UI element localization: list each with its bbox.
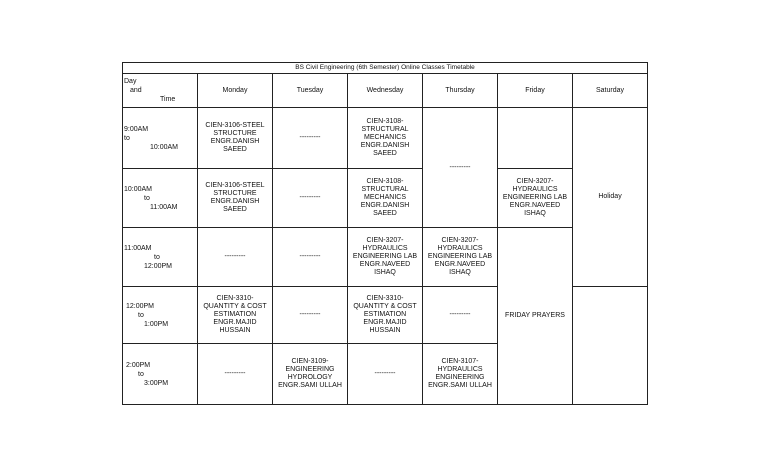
timetable-title: BS Civil Engineering (6th Semester) Online Classes Timetable <box>123 63 648 74</box>
day-header-monday: Monday <box>198 74 273 108</box>
day-header-friday: Friday <box>498 74 573 108</box>
corner-and: and <box>130 87 142 94</box>
corner-day: Day <box>124 78 137 85</box>
time-start: 9:00AM <box>124 125 149 133</box>
time-start: 12:00PM <box>126 302 155 310</box>
empty-cell: --------- <box>273 169 348 228</box>
time-end: 3:00PM <box>144 379 169 387</box>
empty-cell: --------- <box>348 344 423 405</box>
empty-cell: --------- <box>198 344 273 405</box>
friday-prayers-cell: FRIDAY PRAYERS <box>498 228 573 405</box>
class-cell: CIEN-3109- ENGINEERING HYDROLOGY ENGR.SAMI ULLAH <box>273 344 348 405</box>
time-slot-4 <box>123 287 198 344</box>
class-cell: CIEN-3310- QUANTITY & COST ESTIMATION ENGR.MAJID HUSSAIN <box>198 287 273 344</box>
time-to: to <box>138 370 144 378</box>
class-cell: CIEN-3207- HYDRAULICS ENGINEERING LAB ENGR.NAVEED ISHAQ <box>498 169 573 228</box>
time-to: to <box>124 134 130 142</box>
time-end: 1:00PM <box>144 320 169 328</box>
time-end: 11:00AM <box>150 203 178 211</box>
class-cell: CIEN-3106-STEEL STRUCTURE ENGR.DANISH SAEED <box>198 108 273 169</box>
empty-cell: --------- <box>423 287 498 344</box>
day-header-tuesday: Tuesday <box>273 74 348 108</box>
blank-cell <box>573 287 648 405</box>
day-time-header <box>123 74 198 108</box>
empty-cell: --------- <box>198 228 273 287</box>
empty-cell: --------- <box>273 108 348 169</box>
holiday-cell: Holiday <box>573 108 648 287</box>
class-cell: CIEN-3108- STRUCTURAL MECHANICS ENGR.DANISH SAEED <box>348 169 423 228</box>
class-cell: CIEN-3310- QUANTITY & COST ESTIMATION ENGR.MAJID HUSSAIN <box>348 287 423 344</box>
day-header-saturday: Saturday <box>573 74 648 108</box>
time-start: 2:00PM <box>126 361 151 369</box>
time-slot-5 <box>123 344 198 405</box>
day-header-wednesday: Wednesday <box>348 74 423 108</box>
time-slot-1 <box>123 108 198 169</box>
time-to: to <box>154 253 160 261</box>
time-to: to <box>138 311 144 319</box>
corner-time: Time <box>160 96 176 103</box>
time-start: 10:00AM <box>124 185 153 193</box>
time-start: 11:00AM <box>124 244 152 252</box>
class-cell: CIEN-3207- HYDRAULICS ENGINEERING LAB ENGR.NAVEED ISHAQ <box>423 228 498 287</box>
class-cell: CIEN-3207- HYDRAULICS ENGINEERING LAB ENGR.NAVEED ISHAQ <box>348 228 423 287</box>
time-slot-2 <box>123 169 198 228</box>
time-to: to <box>144 194 150 202</box>
blank-cell <box>498 108 573 169</box>
time-end: 10:00AM <box>150 143 179 151</box>
class-cell: CIEN-3108- STRUCTURAL MECHANICS ENGR.DANISH SAEED <box>348 108 423 169</box>
time-slot-3 <box>123 228 198 287</box>
empty-cell: --------- <box>273 287 348 344</box>
timetable <box>122 62 648 405</box>
time-end: 12:00PM <box>144 262 173 270</box>
class-cell: CIEN-3106-STEEL STRUCTURE ENGR.DANISH SAEED <box>198 169 273 228</box>
empty-cell: --------- <box>273 228 348 287</box>
empty-cell: --------- <box>423 108 498 228</box>
day-header-thursday: Thursday <box>423 74 498 108</box>
class-cell: CIEN-3107- HYDRAULICS ENGINEERING ENGR.SAMI ULLAH <box>423 344 498 405</box>
